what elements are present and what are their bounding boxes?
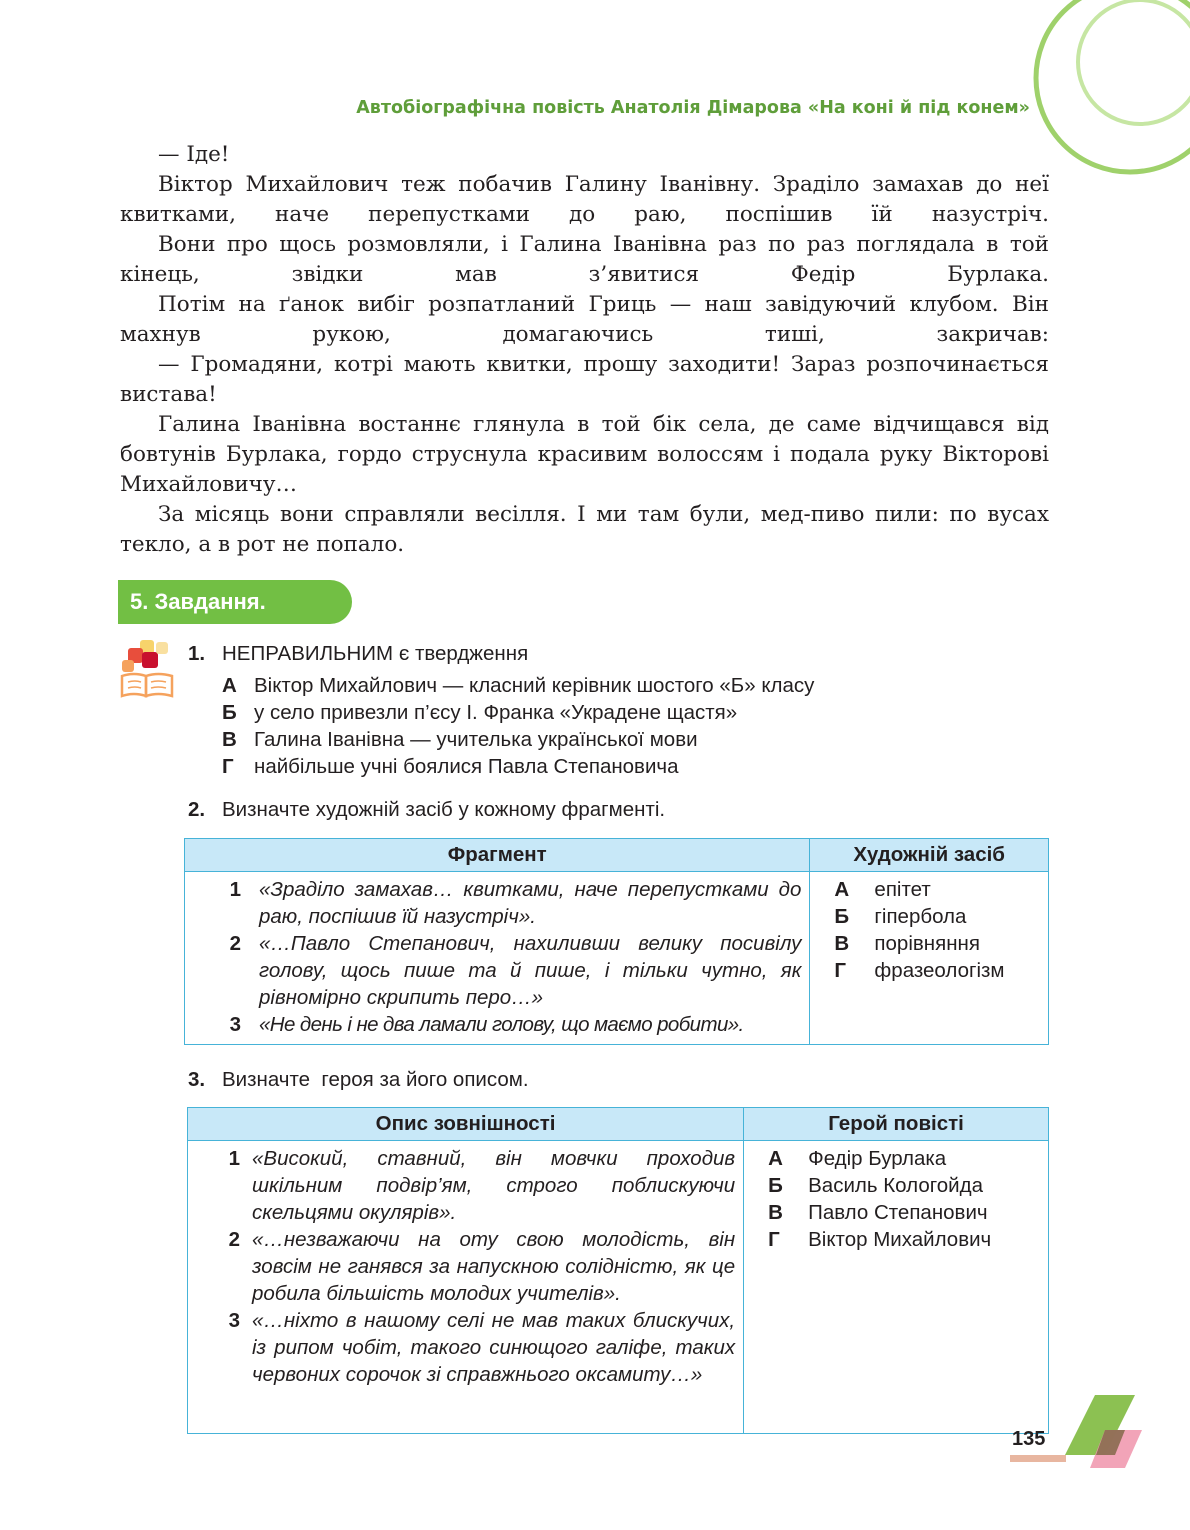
option-text: найбільше учні боялися Павла Степановича	[254, 755, 679, 778]
answer-item	[834, 876, 1048, 903]
fragment-number: 2	[229, 932, 241, 955]
answer-text: порівняння	[874, 932, 980, 955]
task1-option	[222, 701, 737, 725]
hero-letter: А	[768, 1147, 783, 1170]
hero-item	[768, 1199, 1048, 1226]
hero-item	[768, 1145, 1048, 1172]
descriptions-cell	[188, 1141, 744, 1434]
answer-letter: Г	[834, 959, 847, 982]
table-header-hero: Герой повісті	[744, 1108, 1049, 1141]
description-text: «…незважаючи на оту свою молодість, він зовсім не ганявся за напускною солідністю, як це робила більшість молодих учителів».	[252, 1228, 736, 1305]
story-paragraph: За місяць вони справляли весілля. І ми там були, мед-пиво пили: по вусах текло, а в рот не попало.	[120, 502, 1049, 557]
option-text: у село привезли п’єсу І. Франка «Украдене щастя»	[254, 701, 738, 724]
story-paragraph: Потім на ґанок вибіг розпатланий Гриць — наш завідуючий клубом. Він махнув рукою, домагаючись тиші, закричав:	[120, 292, 1049, 347]
hero-text: Василь Кологойда	[808, 1174, 983, 1197]
fragment-text: «Не день і не два ламали голову, що маємо робити».	[259, 1013, 744, 1036]
task1-option	[222, 674, 814, 698]
hero-item	[768, 1172, 1048, 1199]
answer-letter: Б	[834, 905, 850, 928]
hero-item	[768, 1226, 1048, 1253]
task3-number: 3.	[188, 1068, 206, 1091]
story-paragraph: — Громадяни, котрі мають квитки, прошу заходити! Зараз розпочинається вистава!	[120, 352, 1049, 407]
answer-letter: А	[834, 878, 850, 901]
option-letter: Г	[222, 755, 234, 778]
fragment-text: «…Павло Степанович, нахиливши велику посивілу голову, щось пише та й пише, і тільки чутно, як рівномірно скрипить перо…»	[259, 932, 802, 1009]
answer-item	[834, 930, 1048, 957]
description-number: 1	[228, 1147, 240, 1170]
task1-number: 1.	[188, 642, 206, 665]
fragment-item	[185, 876, 801, 930]
story-paragraph: — Іде!	[158, 142, 230, 167]
fragment-item	[185, 930, 801, 1011]
corner-arc-inner	[1078, 0, 1190, 124]
description-number: 3	[228, 1309, 240, 1332]
hero-text: Віктор Михайлович	[808, 1228, 992, 1251]
fragment-item	[185, 1011, 801, 1038]
hero-text: Федір Бурлака	[808, 1147, 947, 1170]
description-item	[188, 1307, 735, 1388]
answers-cell	[810, 872, 1049, 1045]
task1-question: НЕПРАВИЛЬНИМ є твердження	[222, 642, 529, 665]
task2-number: 2.	[188, 798, 206, 821]
description-text: «Високий, ставний, він мовчки проходив шкільним подвір’ям, строго поблискуючи скельцями окулярів».	[252, 1147, 736, 1224]
story-paragraph: Галина Іванівна востаннє глянула в той бік села, де саме відчищався від бовтунів Бурлака, гордо струснула красивим волоссям і подала руку Вікторові Михайловичу…	[120, 412, 1049, 497]
table-header-description: Опис зовнішності	[188, 1108, 744, 1141]
hero-text: Павло Степанович	[808, 1201, 988, 1224]
description-text: «…ніхто в нашому селі не мав таких блискучих, із рипом чобіт, такого синющого галіфе, таких червоних сорочок зі справжнього оксамиту…»	[252, 1309, 736, 1386]
description-number: 2	[228, 1228, 240, 1251]
running-header: Автобіографічна повість Анатолія Дімарова «На коні й під конем»	[356, 98, 1030, 118]
description-item	[188, 1226, 735, 1307]
story-text	[120, 140, 1049, 560]
task1-option	[222, 728, 698, 752]
answer-text: гіпербола	[874, 905, 967, 928]
story-paragraph: Вони про щось розмовляли, і Галина Іванівна раз по раз поглядала в той кінець, звідки мав з’явитися Федір Бурлака.	[120, 232, 1049, 287]
answer-text: фразеологізм	[874, 959, 1005, 982]
hero-letter: Б	[768, 1174, 783, 1197]
option-text: Галина Іванівна — учителька української мови	[254, 728, 698, 751]
option-letter: А	[222, 674, 237, 697]
option-letter: В	[222, 728, 237, 751]
option-letter: Б	[222, 701, 237, 724]
task3-question: Визначте героя за його описом.	[222, 1068, 529, 1091]
corner-arc-outer	[1036, 0, 1190, 172]
hero-letter: Г	[768, 1228, 780, 1251]
task3-table	[187, 1107, 1049, 1434]
task2-table	[184, 838, 1049, 1045]
answer-item	[834, 957, 1048, 984]
answer-item	[834, 903, 1048, 930]
table-header-fragment: Фрагмент	[185, 839, 810, 872]
fragment-text: «Зраділо замахав… квитками, наче перепустками до раю, поспішив їй назустріч».	[259, 878, 802, 928]
story-paragraph: Віктор Михайлович теж побачив Галину Іванівну. Зраділо замахав до неї квитками, наче перепустками до раю, поспішив їй назустріч.	[120, 172, 1049, 227]
hero-letter: В	[768, 1201, 783, 1224]
fragment-number: 1	[229, 878, 241, 901]
option-text: Віктор Михайлович — класний керівник шостого «Б» класу	[254, 674, 815, 697]
answer-letter: В	[834, 932, 850, 955]
fragments-cell	[185, 872, 810, 1045]
answer-text: епітет	[874, 878, 931, 901]
book-blocks-icon	[118, 638, 178, 700]
heroes-cell	[744, 1141, 1049, 1434]
page-number: 135	[1012, 1428, 1046, 1450]
table-header-device: Художній засіб	[810, 839, 1049, 872]
description-item	[188, 1145, 735, 1226]
section-title: 5. Завдання.	[118, 580, 352, 624]
task1-option	[222, 755, 678, 779]
fragment-number: 3	[229, 1013, 241, 1036]
task2-question: Визначте художній засіб у кожному фрагменті.	[222, 798, 666, 821]
